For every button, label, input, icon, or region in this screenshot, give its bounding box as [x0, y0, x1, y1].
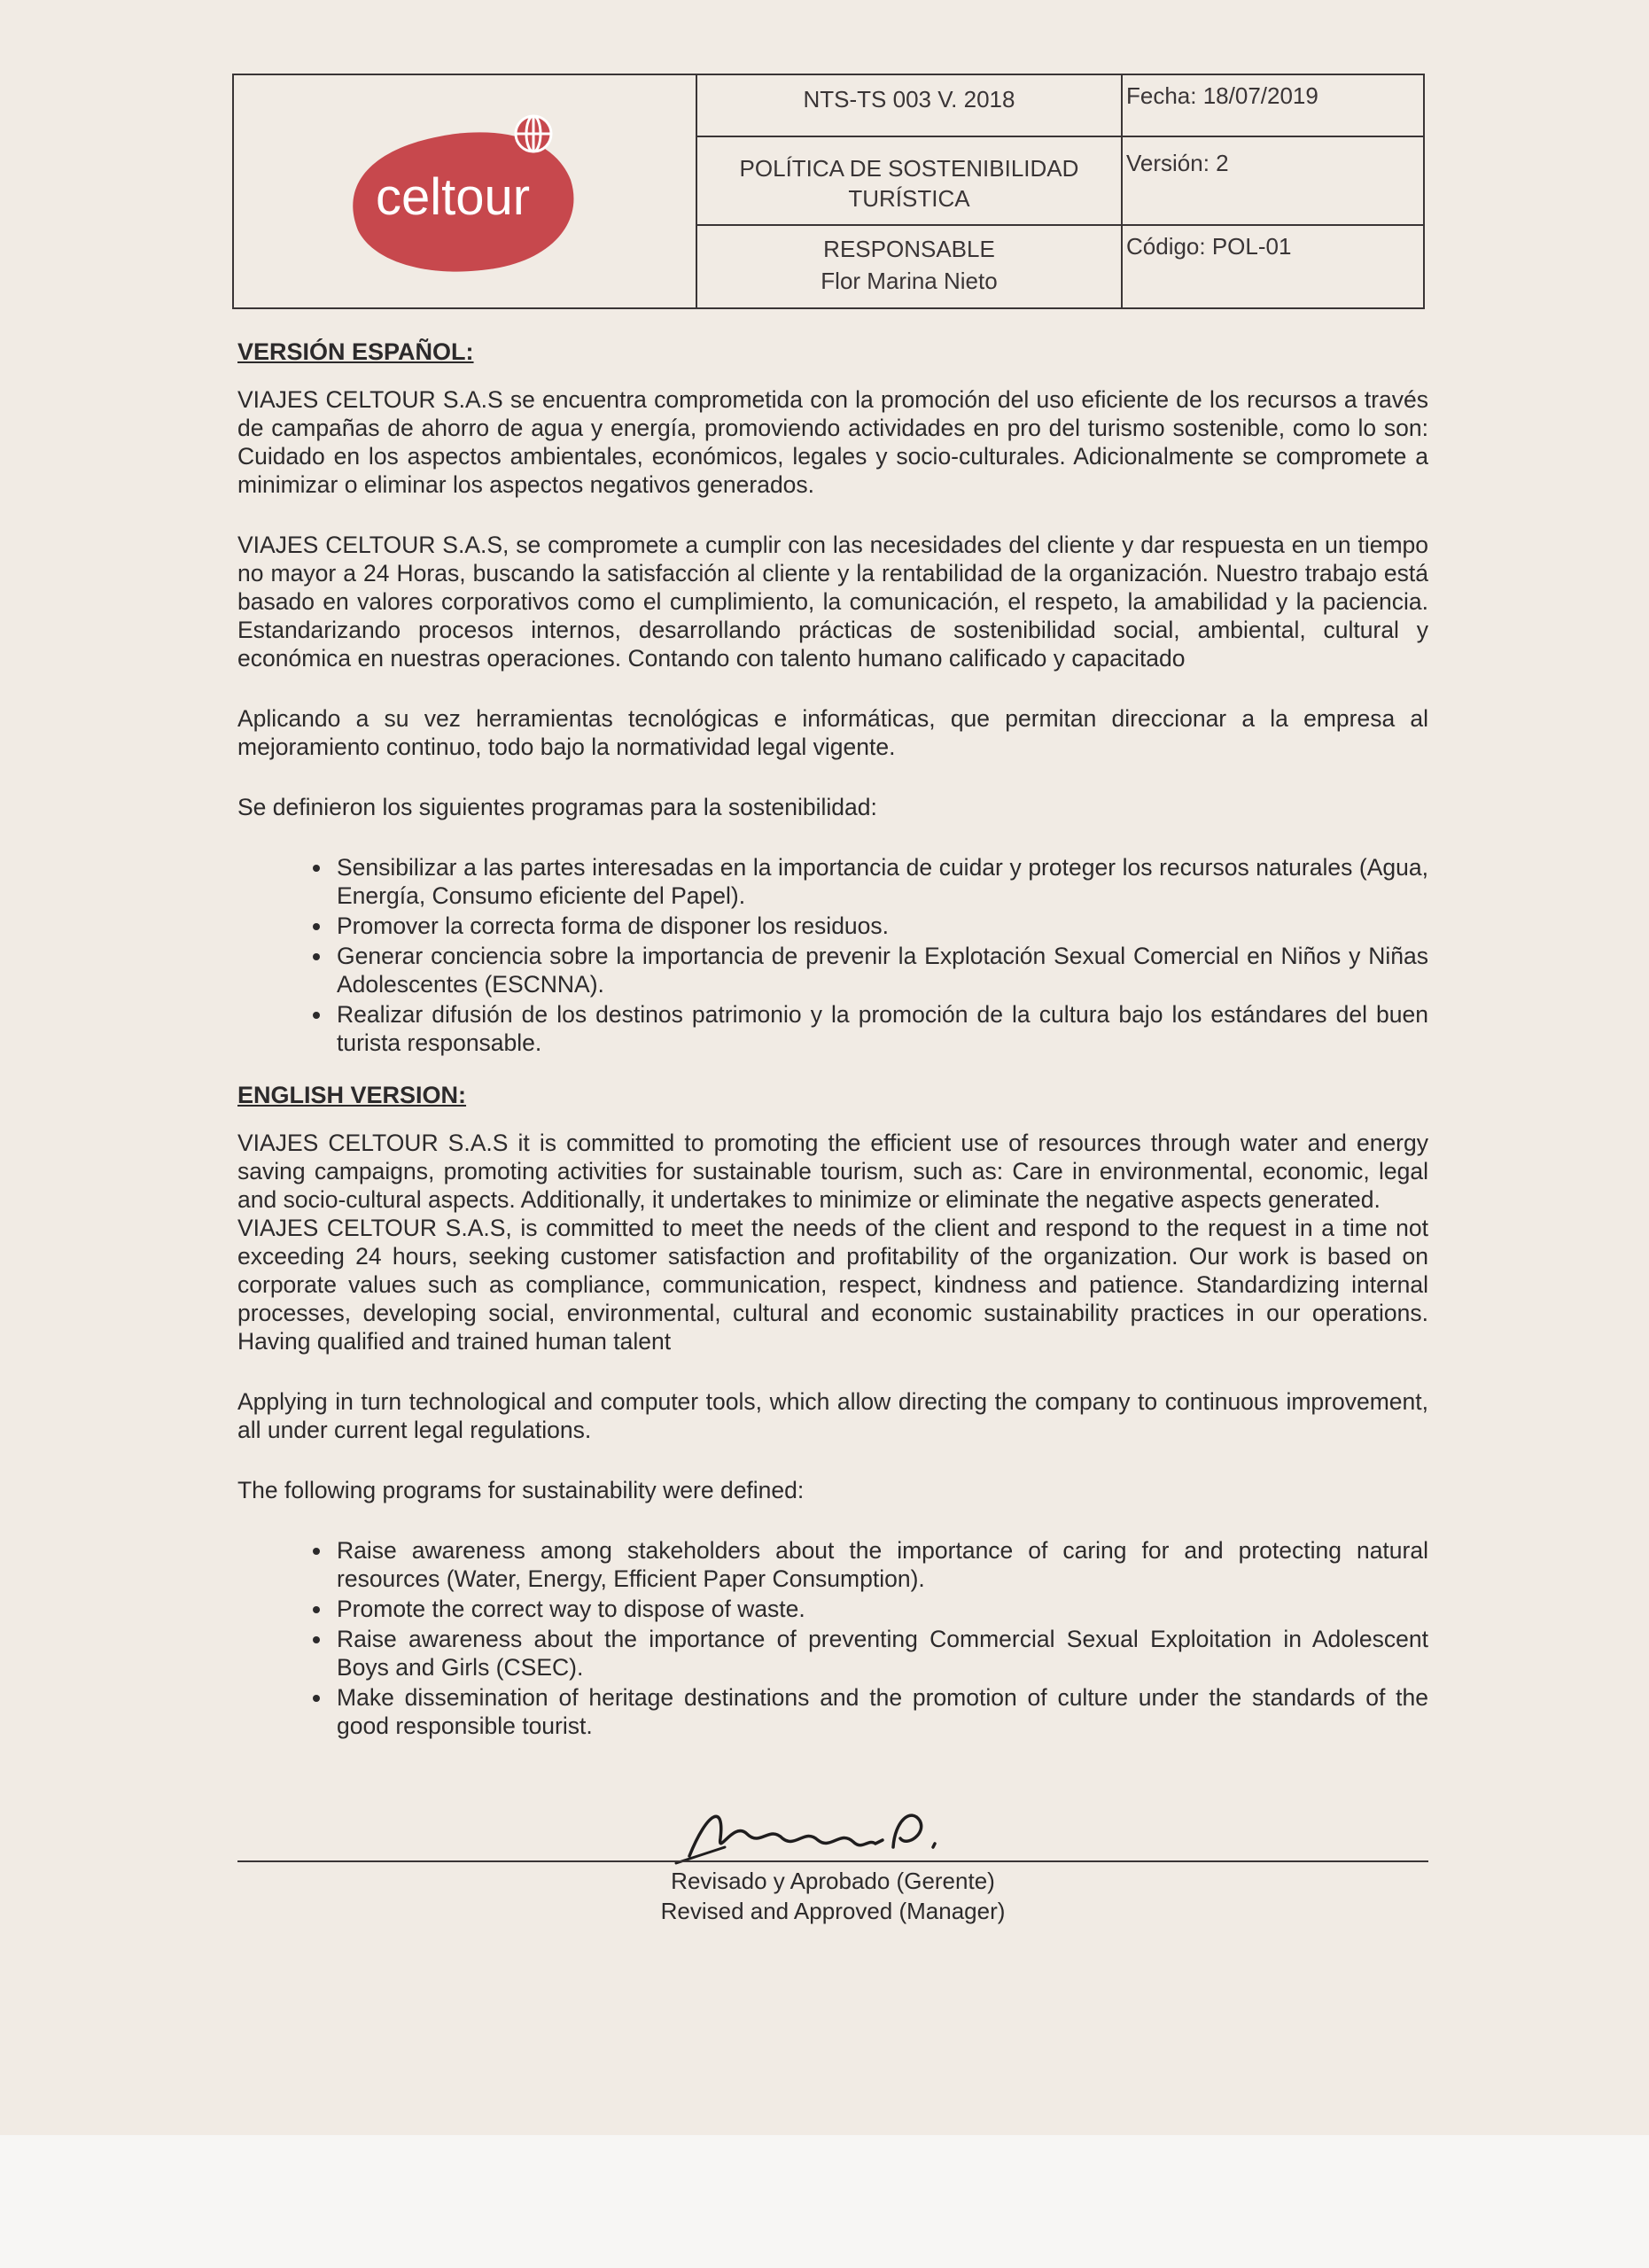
english-paragraph-1: VIAJES CELTOUR S.A.S it is committed to promoting the efficient use of resources through water and energy saving campaigns, promoting activities for sustainable tourism, such as: Care in environmental, economic, legal and socio-cultural aspects. Additionally, it undertakes to minimize or eliminate the negative aspects generated. [237, 1130, 1428, 1213]
spanish-paragraph-1: VIAJES CELTOUR S.A.S se encuentra comprometida con la promoción del uso eficiente de los recursos a través de campañas de ahorro de agua y energía, promoviendo actividades en pro del turismo sostenible, como lo son: Cuidado en los aspectos ambientales, económicos, legales y socio-culturales. Adicionalmente se compromete a minimizar o eliminar los aspectos negativos generados. [237, 386, 1428, 498]
list-item: • Raise awareness among stakeholders about the importance of caring for and protecting natural resources (Water, Energy, Efficient Paper Consumption). [333, 1536, 1428, 1593]
logo-cell [234, 75, 697, 307]
responsible-label: RESPONSABLE [823, 236, 995, 262]
responsible-name: Flor Marina Nieto [821, 268, 998, 294]
signature-caption-es: Revisado y Aprobado (Gerente) [671, 1868, 995, 1894]
list-item: • Generar conciencia sobre la importancia de prevenir la Explotación Sexual Comercial en Niños y Niñas Adolescentes (ESCNNA). [333, 942, 1428, 998]
english-paragraph-4: The following programs for sustainability were defined: [237, 1477, 805, 1503]
scan-margin [0, 2135, 1649, 2268]
signature-line [237, 1860, 1428, 1862]
date-cell: Fecha: 18/07/2019 [1123, 75, 1423, 137]
celtour-logo [234, 75, 697, 307]
signature-caption-en: Revised and Approved (Manager) [660, 1898, 1006, 1924]
list-item: • Realizar difusión de los destinos patrimonio y la promoción de la cultura bajo los estándares del buen turista responsable. [333, 1000, 1428, 1057]
standard-cell: NTS-TS 003 V. 2018 [697, 75, 1123, 137]
english-paragraph-2: VIAJES CELTOUR S.A.S, is committed to meet the needs of the client and respond to the request in a time not exceeding 24 hours, seeking customer satisfaction and profitability of the organization. Our work is based on corporate values such as compliance, communication, respect, kindness and patience. Standardizing internal processes, developing social, environmental, cultural and economic sustainability practices in our operations. Having qualified and trained human talent [237, 1215, 1428, 1355]
globe-icon [516, 116, 551, 151]
spanish-paragraph-4: Se definieron los siguientes programas para la sostenibilidad: [237, 794, 877, 820]
code-cell: Código: POL-01 [1126, 233, 1292, 260]
english-section-title: ENGLISH VERSION: [237, 1082, 467, 1108]
spanish-paragraph-3: Aplicando a su vez herramientas tecnológicas e informáticas, que permitan direccionar a la empresa al mejoramiento continuo, todo bajo la normatividad legal vigente. [237, 705, 1428, 760]
english-paragraph-3: Applying in turn technological and computer tools, which allow directing the company to continuous improvement, all under current legal regulations. [237, 1388, 1428, 1443]
list-item: • Promote the correct way to dispose of waste. [333, 1595, 1428, 1623]
responsible-cell [697, 226, 1123, 307]
list-item: • Sensibilizar a las partes interesadas en la importancia de cuidar y proteger los recursos naturales (Agua, Energía, Consumo eficiente del Papel). [333, 853, 1428, 910]
spanish-paragraph-2: VIAJES CELTOUR S.A.S, se compromete a cumplir con las necesidades del cliente y dar respuesta en un tiempo no mayor a 24 Horas, buscando la satisfacción al cliente y la rentabilidad de la organización. Nuestro trabajo está basado en valores corporativos como el cumplimiento, la comunicación, el respeto, la amabilidad y la paciencia. Estandarizando procesos internos, desarrollando prácticas de sostenibilidad social, ambiental, cultural y económica en nuestras operaciones. Contando con talento humano calificado y capacitado [237, 532, 1428, 672]
version-cell: Versión: 2 [1123, 137, 1423, 226]
list-item: • Make dissemination of heritage destinations and the promotion of culture under the standards of the good responsible tourist. [333, 1683, 1428, 1740]
spanish-section-title: VERSIÓN ESPAÑOL: [237, 338, 474, 365]
english-program-list [237, 1536, 1428, 1740]
document-body [237, 338, 1428, 1765]
policy-title-cell: POLÍTICA DE SOSTENIBILIDAD TURÍSTICA [697, 137, 1123, 226]
document-header-table [232, 74, 1425, 309]
logo-text: celtour [376, 168, 531, 226]
list-item: • Promover la correcta forma de disponer los residuos. [333, 912, 1428, 940]
list-item: • Raise awareness about the importance of preventing Commercial Sexual Exploitation in Adolescent Boys and Girls (CSEC). [333, 1625, 1428, 1682]
signature-caption [237, 1866, 1428, 1926]
spanish-program-list [237, 853, 1428, 1057]
